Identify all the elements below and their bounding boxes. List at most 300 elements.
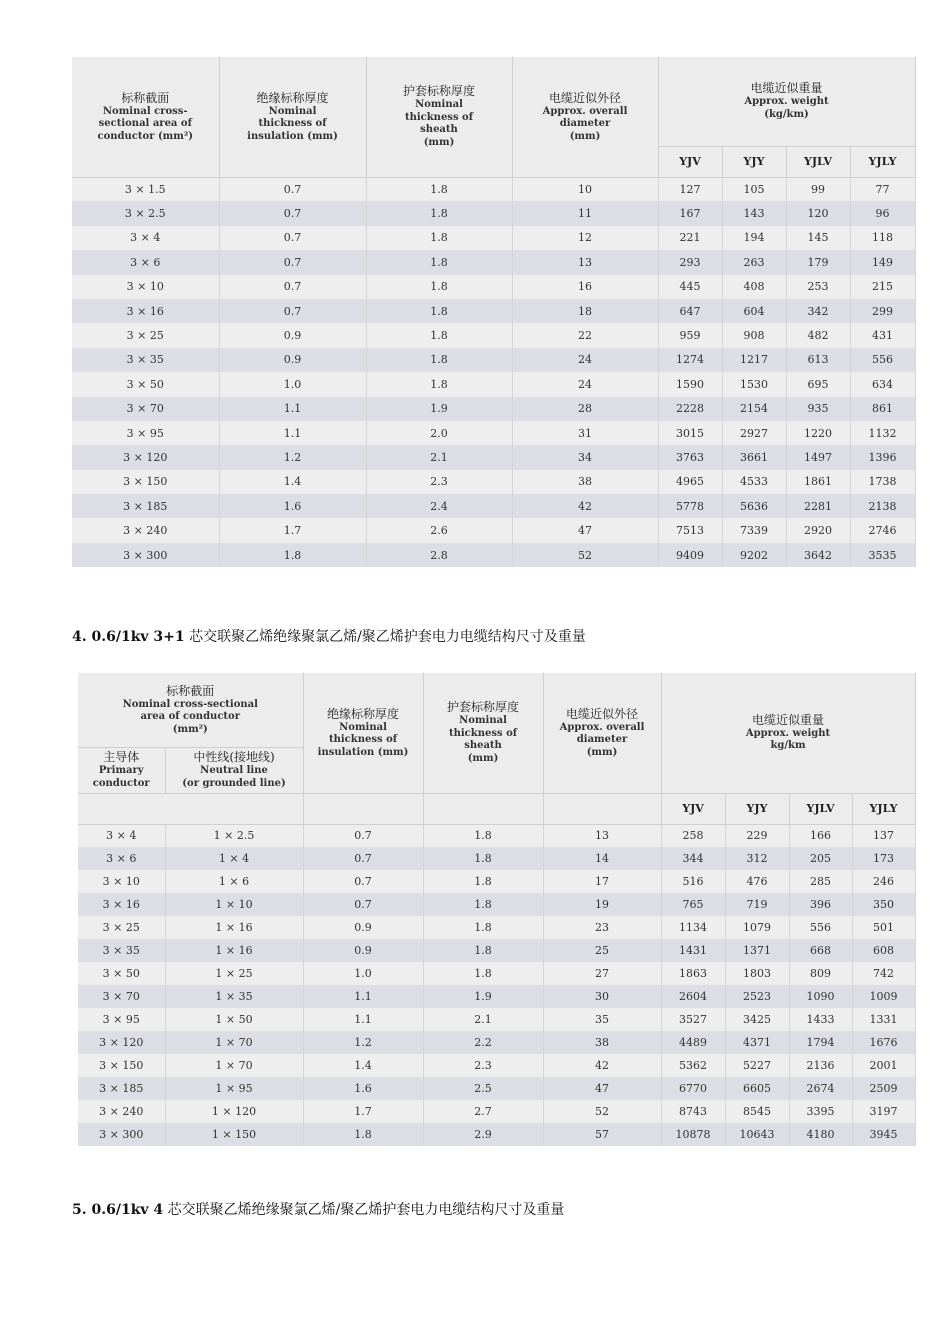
table-cell: 476 [725, 870, 789, 893]
table-row [72, 323, 915, 347]
table-cell: 19 [543, 893, 661, 916]
table-cell: 2746 [850, 518, 915, 542]
table-cell: 11 [512, 201, 658, 225]
header-blank [543, 793, 661, 824]
table-cell: 1.8 [423, 939, 543, 962]
table-cell: 205 [789, 847, 852, 870]
table-cell: 120 [786, 201, 850, 225]
table-cell: 229 [725, 824, 789, 847]
header-type-yjlv: YJLV [789, 793, 852, 824]
table-cell: 3197 [852, 1100, 915, 1123]
table-cell: 0.7 [219, 226, 366, 250]
table-cell: 908 [722, 323, 786, 347]
table-cell: 4533 [722, 470, 786, 494]
header-primary: 主导体 Primary conductor [78, 747, 165, 793]
table-cell: 127 [658, 177, 722, 201]
table-cell: 2927 [722, 421, 786, 445]
table-cell: 1 × 35 [165, 985, 303, 1008]
table-cell: 3 × 120 [78, 1031, 165, 1054]
table-cell: 3945 [852, 1123, 915, 1146]
table-cell: 1.8 [303, 1123, 423, 1146]
table-cell: 396 [789, 893, 852, 916]
table-cell: 809 [789, 962, 852, 985]
table-cell: 2523 [725, 985, 789, 1008]
table-cell: 556 [850, 348, 915, 372]
table-cell: 0.7 [219, 250, 366, 274]
table-cell: 1331 [852, 1008, 915, 1031]
table-cell: 1 × 16 [165, 916, 303, 939]
table-cell: 5227 [725, 1054, 789, 1077]
table-cell: 1.0 [303, 962, 423, 985]
table-cell: 1.8 [366, 201, 512, 225]
table-row [78, 1123, 915, 1146]
table-cell: 2.4 [366, 494, 512, 518]
table-cell: 13 [512, 250, 658, 274]
table-cell: 6770 [661, 1077, 725, 1100]
table-cell: 143 [722, 201, 786, 225]
table-cell: 2.0 [366, 421, 512, 445]
table-cell: 258 [661, 824, 725, 847]
table-cell: 3015 [658, 421, 722, 445]
table-cell: 3 × 120 [72, 445, 219, 469]
table-cell: 194 [722, 226, 786, 250]
table-cell: 1.0 [219, 372, 366, 396]
table-cell: 634 [850, 372, 915, 396]
header-area: 标称截面 Nominal cross-sectional area of conductor (mm²) [78, 673, 303, 747]
table-cell: 1 × 6 [165, 870, 303, 893]
table-cell: 1.2 [303, 1031, 423, 1054]
table-cell: 2136 [789, 1054, 852, 1077]
table-cell: 253 [786, 275, 850, 299]
table-cell: 13 [543, 824, 661, 847]
header-blank [78, 793, 303, 824]
table-cell: 10 [512, 177, 658, 201]
table-cell: 24 [512, 348, 658, 372]
table-cell: 3 × 185 [72, 494, 219, 518]
table-cell: 1.4 [303, 1054, 423, 1077]
header-area: 标称截面 Nominal cross- sectional area of conductor (mm²) [72, 57, 219, 177]
header-type-yjy: YJY [722, 146, 786, 177]
table-cell: 1433 [789, 1008, 852, 1031]
header-type-yjy: YJY [725, 793, 789, 824]
table-cell: 2154 [722, 397, 786, 421]
table-cell: 608 [852, 939, 915, 962]
table-cell: 4371 [725, 1031, 789, 1054]
table-row [72, 470, 915, 494]
table-cell: 1.8 [366, 177, 512, 201]
table-cell: 445 [658, 275, 722, 299]
table-cell: 42 [512, 494, 658, 518]
table-cell: 2.7 [423, 1100, 543, 1123]
table-cell: 3 × 16 [78, 893, 165, 916]
table-row [78, 962, 915, 985]
table-cell: 47 [543, 1077, 661, 1100]
table-cell: 1.4 [219, 470, 366, 494]
table-cell: 17 [543, 870, 661, 893]
table-cell: 0.7 [303, 893, 423, 916]
table-cell: 1 × 70 [165, 1031, 303, 1054]
table-cell: 137 [852, 824, 915, 847]
table-cell: 1 × 25 [165, 962, 303, 985]
table-cell: 408 [722, 275, 786, 299]
table-cell: 2.2 [423, 1031, 543, 1054]
table-row [78, 939, 915, 962]
table-cell: 246 [852, 870, 915, 893]
table-cell: 3527 [661, 1008, 725, 1031]
table-cell: 1794 [789, 1031, 852, 1054]
table-cell: 1132 [850, 421, 915, 445]
table-cell: 959 [658, 323, 722, 347]
table-cell: 0.9 [219, 323, 366, 347]
table-cell: 2.1 [423, 1008, 543, 1031]
table-row [72, 250, 915, 274]
section-heading-4 [72, 626, 586, 646]
table-cell: 3 × 70 [72, 397, 219, 421]
table-cell: 8743 [661, 1100, 725, 1123]
section-heading-4-text: 芯交联聚乙烯绝缘聚氯乙烯/聚乙烯护套电力电缆结构尺寸及重量 [184, 629, 586, 645]
table-cell: 1.8 [219, 543, 366, 567]
table-cell: 7513 [658, 518, 722, 542]
table-cell: 3535 [850, 543, 915, 567]
table-cell: 647 [658, 299, 722, 323]
table-cell: 344 [661, 847, 725, 870]
table-cell: 173 [852, 847, 915, 870]
table-cell: 3 × 240 [78, 1100, 165, 1123]
table-cell: 1.7 [303, 1100, 423, 1123]
header-weight: 电缆近似重量 Approx. weight (kg/km) [658, 57, 915, 146]
table-cell: 7339 [722, 518, 786, 542]
table-cell: 1497 [786, 445, 850, 469]
table-row [72, 445, 915, 469]
table-row [72, 518, 915, 542]
table-cell: 3 × 95 [72, 421, 219, 445]
header-neutral: 中性线(接地线) Neutral line (or grounded line) [165, 747, 303, 793]
table-cell: 1863 [661, 962, 725, 985]
table-cell: 3 × 95 [78, 1008, 165, 1031]
table-cell: 38 [543, 1031, 661, 1054]
table-cell: 1.1 [303, 1008, 423, 1031]
table-cell: 18 [512, 299, 658, 323]
table-cell: 1 × 2.5 [165, 824, 303, 847]
section-heading-5-text: 芯交联聚乙烯绝缘聚氯乙烯/聚乙烯护套电力电缆结构尺寸及重量 [163, 1202, 565, 1218]
header-type-yjlv: YJLV [786, 146, 850, 177]
table-row [78, 824, 915, 847]
table-row [72, 494, 915, 518]
table-cell: 3 × 150 [72, 470, 219, 494]
table-cell: 1.2 [219, 445, 366, 469]
table-cell: 3 × 35 [72, 348, 219, 372]
table-cell: 4489 [661, 1031, 725, 1054]
header-sheath: 护套标称厚度 Nominal thickness of sheath (mm) [366, 57, 512, 177]
table-cell: 3 × 185 [78, 1077, 165, 1100]
table-cell: 668 [789, 939, 852, 962]
table-row [78, 870, 915, 893]
table-cell: 1.8 [423, 824, 543, 847]
table-cell: 166 [789, 824, 852, 847]
table-cell: 0.7 [219, 177, 366, 201]
table-row [72, 201, 915, 225]
table-cell: 77 [850, 177, 915, 201]
table-cell: 1.6 [303, 1077, 423, 1100]
table-cell: 765 [661, 893, 725, 916]
header-insulation: 绝缘标称厚度 Nominal thickness of insulation (mm) [303, 673, 423, 793]
table-cell: 118 [850, 226, 915, 250]
table-cell: 1.8 [423, 847, 543, 870]
table-cell: 482 [786, 323, 850, 347]
table-row [78, 1031, 915, 1054]
table-cell: 9409 [658, 543, 722, 567]
table-cell: 3 × 16 [72, 299, 219, 323]
table-row [72, 275, 915, 299]
table-cell: 52 [512, 543, 658, 567]
table-cell: 1217 [722, 348, 786, 372]
table-cell: 1079 [725, 916, 789, 939]
table-cell: 350 [852, 893, 915, 916]
table-cell: 24 [512, 372, 658, 396]
table-cell: 2.8 [366, 543, 512, 567]
table-cell: 3 × 6 [72, 250, 219, 274]
table-row [78, 916, 915, 939]
table-cell: 3425 [725, 1008, 789, 1031]
table-cell: 0.9 [303, 916, 423, 939]
table-cell: 431 [850, 323, 915, 347]
table-cell: 1.8 [366, 275, 512, 299]
table-cell: 1 × 95 [165, 1077, 303, 1100]
table-cell: 2.3 [423, 1054, 543, 1077]
table-row [72, 226, 915, 250]
table-row [72, 543, 915, 567]
header-type-yjv: YJV [658, 146, 722, 177]
table-cell: 861 [850, 397, 915, 421]
table-cell: 2674 [789, 1077, 852, 1100]
table-cell: 1.8 [366, 299, 512, 323]
table-cell: 145 [786, 226, 850, 250]
table-cell: 9202 [722, 543, 786, 567]
table-cell: 1371 [725, 939, 789, 962]
table-cell: 30 [543, 985, 661, 1008]
table-cell: 3 × 10 [72, 275, 219, 299]
table-cell: 3 × 300 [72, 543, 219, 567]
table-cell: 5362 [661, 1054, 725, 1077]
table-cell: 0.7 [219, 275, 366, 299]
table-cell: 1.8 [423, 916, 543, 939]
table-cell: 0.9 [219, 348, 366, 372]
table-cell: 28 [512, 397, 658, 421]
table-cell: 14 [543, 847, 661, 870]
table-cell: 42 [543, 1054, 661, 1077]
table-cell: 16 [512, 275, 658, 299]
table-cell: 3 × 50 [78, 962, 165, 985]
section-heading-4-number: 4. 0.6/1kv 3+1 [72, 629, 185, 645]
table-row [78, 1054, 915, 1077]
table-cell: 47 [512, 518, 658, 542]
header-type-yjv: YJV [661, 793, 725, 824]
table-cell: 0.7 [303, 870, 423, 893]
header-blank [423, 793, 543, 824]
header-insulation: 绝缘标称厚度 Nominal thickness of insulation (mm) [219, 57, 366, 177]
table-cell: 2001 [852, 1054, 915, 1077]
table-cell: 299 [850, 299, 915, 323]
table-cell: 263 [722, 250, 786, 274]
table-cell: 31 [512, 421, 658, 445]
table-cell: 1 × 120 [165, 1100, 303, 1123]
table-cell: 3 × 240 [72, 518, 219, 542]
table-cell: 742 [852, 962, 915, 985]
table-cell: 5778 [658, 494, 722, 518]
table-cell: 2281 [786, 494, 850, 518]
table-cell: 1134 [661, 916, 725, 939]
table-cell: 3 × 50 [72, 372, 219, 396]
table-cell: 179 [786, 250, 850, 274]
table-cell: 1738 [850, 470, 915, 494]
table-cell: 516 [661, 870, 725, 893]
table-cell: 342 [786, 299, 850, 323]
table-cell: 1.8 [366, 226, 512, 250]
table-cell: 1803 [725, 962, 789, 985]
table-cell: 1.9 [423, 985, 543, 1008]
table-cell: 1.8 [423, 893, 543, 916]
table-cell: 312 [725, 847, 789, 870]
table-cell: 3 × 1.5 [72, 177, 219, 201]
table-cell: 1 × 50 [165, 1008, 303, 1031]
table-cell: 3 × 25 [78, 916, 165, 939]
table-cell: 0.7 [219, 201, 366, 225]
table-cell: 1861 [786, 470, 850, 494]
table-cell: 10878 [661, 1123, 725, 1146]
table-cell: 34 [512, 445, 658, 469]
section-heading-5-number: 5. 0.6/1kv 4 [72, 1202, 164, 1218]
table-cell: 1 × 150 [165, 1123, 303, 1146]
table-cell: 2.3 [366, 470, 512, 494]
table-cell: 12 [512, 226, 658, 250]
table-cell: 35 [543, 1008, 661, 1031]
header-diameter: 电缆近似外径 Approx. overall diameter (mm) [543, 673, 661, 793]
table-cell: 2509 [852, 1077, 915, 1100]
table-cell: 57 [543, 1123, 661, 1146]
table-cell: 2604 [661, 985, 725, 1008]
table-cell: 5636 [722, 494, 786, 518]
table-cell: 935 [786, 397, 850, 421]
table-cell: 4965 [658, 470, 722, 494]
table-cell: 2228 [658, 397, 722, 421]
table-cell: 604 [722, 299, 786, 323]
table-cell: 10643 [725, 1123, 789, 1146]
section-heading-5 [72, 1199, 564, 1219]
table-cell: 1220 [786, 421, 850, 445]
table-cell: 1.1 [303, 985, 423, 1008]
table-cell: 285 [789, 870, 852, 893]
table-cell: 0.7 [303, 824, 423, 847]
table-cell: 27 [543, 962, 661, 985]
table-cell: 1431 [661, 939, 725, 962]
table-cell: 6605 [725, 1077, 789, 1100]
table-cell: 1090 [789, 985, 852, 1008]
table-cell: 3 × 70 [78, 985, 165, 1008]
table-row [72, 421, 915, 445]
table-row [72, 372, 915, 396]
table-cell: 1 × 10 [165, 893, 303, 916]
table-cell: 1.8 [423, 870, 543, 893]
table-cell: 8545 [725, 1100, 789, 1123]
table-cell: 38 [512, 470, 658, 494]
table-3plus1-core [78, 673, 915, 1144]
table-cell: 96 [850, 201, 915, 225]
table-cell: 0.7 [219, 299, 366, 323]
table-cell: 3 × 150 [78, 1054, 165, 1077]
table-cell: 1274 [658, 348, 722, 372]
table-row [78, 893, 915, 916]
header-diameter: 电缆近似外径 Approx. overall diameter (mm) [512, 57, 658, 177]
table-cell: 3642 [786, 543, 850, 567]
table-cell: 719 [725, 893, 789, 916]
table-row [78, 1008, 915, 1031]
table-cell: 3763 [658, 445, 722, 469]
table-cell: 2.6 [366, 518, 512, 542]
header-sheath: 护套标称厚度 Nominal thickness of sheath (mm) [423, 673, 543, 793]
table-row [78, 1100, 915, 1123]
table-cell: 1.8 [366, 372, 512, 396]
table-cell: 1.1 [219, 397, 366, 421]
table-cell: 1 × 70 [165, 1054, 303, 1077]
table-cell: 3 × 300 [78, 1123, 165, 1146]
table-cell: 2138 [850, 494, 915, 518]
table-row [72, 348, 915, 372]
table-cell: 2.5 [423, 1077, 543, 1100]
table-cell: 1.1 [219, 421, 366, 445]
table-row [72, 177, 915, 201]
table-cell: 23 [543, 916, 661, 939]
table-cell: 2.1 [366, 445, 512, 469]
table-cell: 2.9 [423, 1123, 543, 1146]
table-cell: 0.7 [303, 847, 423, 870]
table-cell: 215 [850, 275, 915, 299]
table-cell: 3 × 25 [72, 323, 219, 347]
table-cell: 1676 [852, 1031, 915, 1054]
table-cell: 0.9 [303, 939, 423, 962]
table-cell: 2920 [786, 518, 850, 542]
table-cell: 3 × 4 [72, 226, 219, 250]
table-cell: 4180 [789, 1123, 852, 1146]
table-cell: 1.6 [219, 494, 366, 518]
table-cell: 22 [512, 323, 658, 347]
table-3core [72, 57, 915, 566]
table-cell: 695 [786, 372, 850, 396]
header-weight: 电缆近似重量 Approx. weight kg/km [661, 673, 915, 793]
table-cell: 1.8 [366, 250, 512, 274]
table-cell: 3395 [789, 1100, 852, 1123]
table-cell: 556 [789, 916, 852, 939]
table-cell: 25 [543, 939, 661, 962]
table-cell: 1 × 16 [165, 939, 303, 962]
table-cell: 613 [786, 348, 850, 372]
table-cell: 1.9 [366, 397, 512, 421]
table-cell: 3 × 4 [78, 824, 165, 847]
table-cell: 105 [722, 177, 786, 201]
header-type-yjly: YJLY [852, 793, 915, 824]
table-cell: 3661 [722, 445, 786, 469]
table-cell: 1530 [722, 372, 786, 396]
table-cell: 501 [852, 916, 915, 939]
table-row [72, 299, 915, 323]
table-cell: 1009 [852, 985, 915, 1008]
table-cell: 1 × 4 [165, 847, 303, 870]
table-row [78, 847, 915, 870]
table-cell: 52 [543, 1100, 661, 1123]
table-cell: 1.8 [366, 323, 512, 347]
table-cell: 149 [850, 250, 915, 274]
table-row [72, 397, 915, 421]
table-cell: 1.7 [219, 518, 366, 542]
